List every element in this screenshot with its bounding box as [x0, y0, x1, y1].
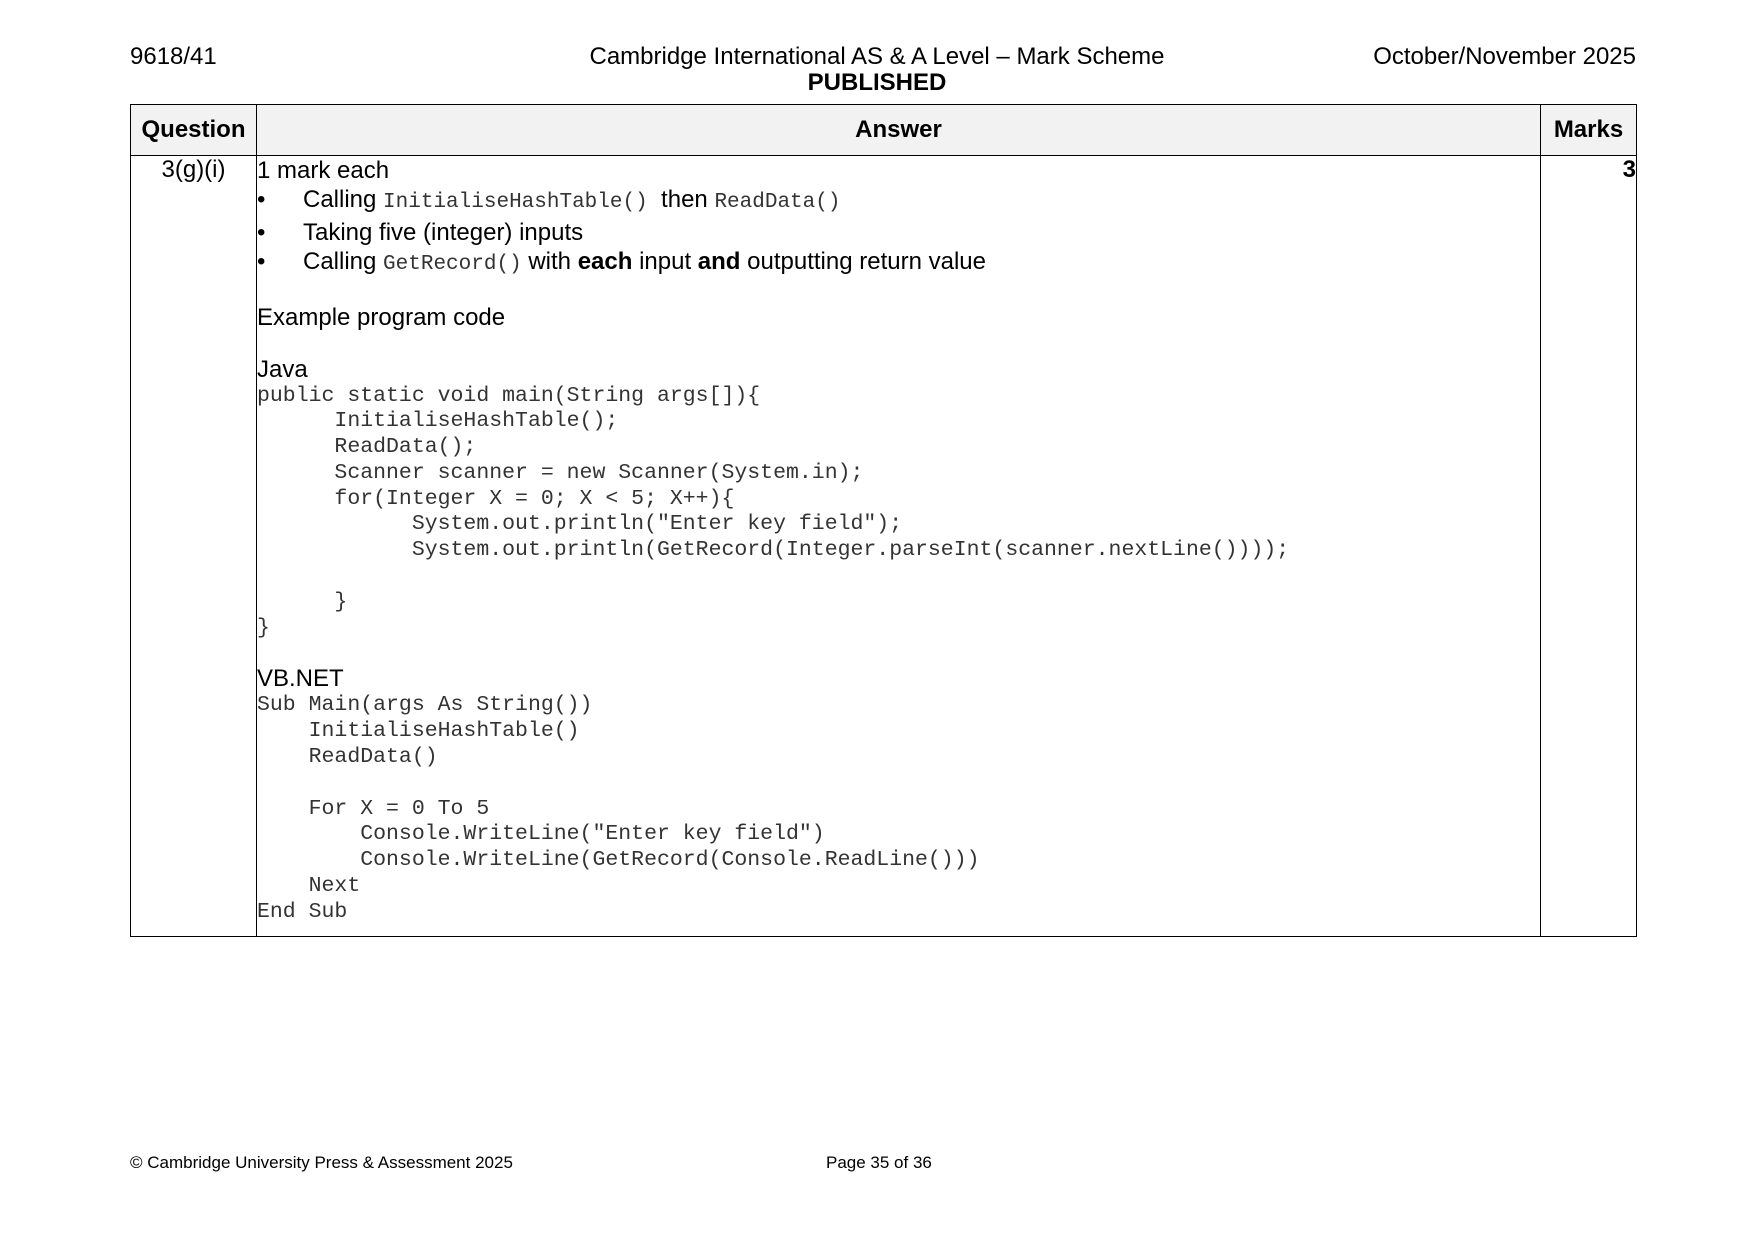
question-number: 3(g)(i)	[131, 156, 257, 937]
criterion-item	[257, 247, 1540, 280]
java-language-label: Java	[257, 355, 308, 383]
criterion-text: Calling	[303, 186, 377, 213]
criterion-emphasis: and	[697, 248, 741, 275]
criterion-item	[257, 185, 1540, 218]
copyright-notice: © Cambridge University Press & Assessment 2025	[130, 1153, 513, 1172]
criterion-code: GetRecord()	[383, 253, 522, 276]
criterion-text: input	[639, 248, 692, 275]
answer-cell	[257, 156, 1541, 937]
document-title: Cambridge International AS & A Level – Mark Scheme	[589, 43, 1165, 70]
exam-session: October/November 2025	[1373, 43, 1636, 70]
marks-column-header: Marks	[1541, 105, 1637, 156]
page-number: Page 35 of 36	[826, 1153, 932, 1172]
criterion-emphasis: each	[577, 248, 633, 275]
vbnet-language-label: VB.NET	[257, 665, 344, 693]
mark-note: 1 mark each	[257, 157, 390, 184]
question-column-header: Question	[131, 105, 257, 156]
criterion-text: then	[661, 186, 708, 213]
mark-scheme-table	[130, 104, 1637, 937]
paper-code: 9618/41	[130, 43, 217, 70]
table-header-row	[131, 105, 1637, 156]
published-label: PUBLISHED	[807, 69, 947, 96]
marking-criteria-list	[257, 185, 1540, 280]
table-row	[131, 156, 1637, 937]
example-heading: Example program code	[257, 303, 506, 331]
java-code-block: public static void main(String args[]){ InitialiseHashTable(); ReadData(); Scanner scanner = new Scanner(System.in); for(Integer X = 0; X < 5; X++){ System.out.println("Enter key field"); System.out.println(GetRecord(Integer.parseInt(scanner.nextLine()))); } }	[257, 383, 1290, 640]
criterion-text: Taking five (integer) inputs	[303, 218, 584, 246]
criterion-text: with	[528, 248, 572, 275]
vbnet-code-block: Sub Main(args As String()) InitialiseHashTable() ReadData() For X = 0 To 5 Console.WriteLine("Enter key field") Console.WriteLine(GetRecord(Console.ReadLine())) Next End Sub	[257, 693, 980, 924]
marks-value: 3	[1541, 156, 1637, 937]
criterion-text: Calling	[303, 248, 377, 275]
criterion-text: outputting return value	[747, 248, 986, 275]
criterion-code: ReadData()	[714, 191, 841, 214]
criterion-item	[257, 218, 1540, 248]
answer-column-header: Answer	[257, 105, 1541, 156]
criterion-code: InitialiseHashTable()	[383, 191, 648, 214]
